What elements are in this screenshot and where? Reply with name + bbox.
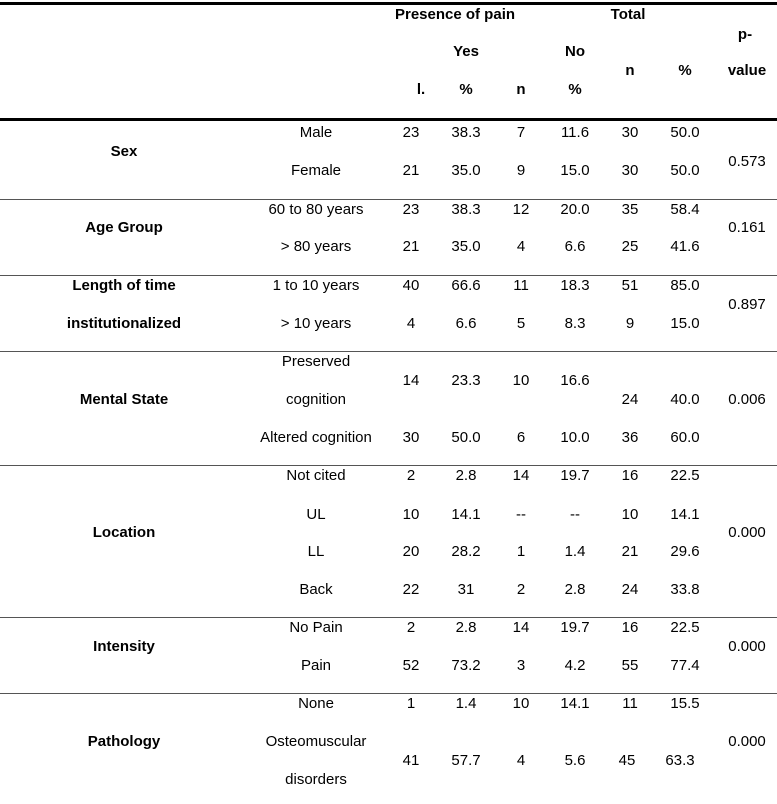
p-value: 0.897: [728, 296, 766, 313]
yes-n-cell: 10: [402, 506, 420, 523]
no-n-cell: 14: [512, 467, 530, 484]
p-value: 0.000: [728, 733, 766, 750]
yes-n-cell: 2: [406, 467, 416, 484]
category-label: Female: [290, 162, 342, 179]
total-n-cell: 36: [621, 429, 639, 446]
yes-n-cell: 41: [402, 752, 420, 769]
group-label: Pathology: [87, 733, 161, 750]
yes-pct-cell: 1.4: [455, 695, 477, 712]
total-header: Total: [610, 6, 646, 23]
yes-n-cell: 14: [402, 372, 420, 389]
category-label: None: [298, 695, 334, 712]
total-n-cell: 35: [621, 201, 639, 218]
total-pct-cell: 14.1: [670, 506, 700, 523]
yes-n-header: l.: [416, 81, 426, 98]
no-pct-cell: 1.4: [564, 543, 586, 560]
presence-of-pain-header: Presence of pain: [394, 6, 516, 23]
header-bottom-rule: [0, 118, 777, 121]
p-value: 0.573: [728, 153, 766, 170]
no-pct-cell: 2.8: [564, 581, 586, 598]
divider-location-intensity: [0, 617, 777, 618]
total-pct-cell: 60.0: [670, 429, 700, 446]
total-pct-cell: 50.0: [670, 162, 700, 179]
no-pct-cell: 19.7: [560, 619, 590, 636]
total-pct-cell: 15.5: [670, 695, 700, 712]
yes-pct-cell: 14.1: [451, 506, 481, 523]
no-n-cell: 7: [516, 124, 526, 141]
group-label: Mental State: [79, 391, 169, 408]
group-label: Age Group: [85, 219, 163, 236]
yes-pct-cell: 31: [457, 581, 475, 598]
no-pct-cell: 10.0: [560, 429, 590, 446]
top-rule: [0, 2, 777, 5]
group-label: Sex: [110, 143, 138, 160]
yes-n-cell: 23: [402, 124, 420, 141]
category-label-line2: disorders: [285, 771, 347, 788]
no-n-cell: 11: [513, 277, 529, 294]
no-n-cell: 10: [512, 695, 530, 712]
no-n-cell: 9: [516, 162, 526, 179]
divider-intensity-pathology: [0, 693, 777, 694]
no-pct-cell: 19.7: [560, 467, 590, 484]
yes-pct-cell: 73.2: [451, 657, 481, 674]
yes-pct-cell: 2.8: [455, 619, 477, 636]
total-n-cell: 45: [618, 752, 636, 769]
yes-pct-cell: 66.6: [451, 277, 481, 294]
group-label: Location: [92, 524, 156, 541]
yes-n-cell: 20: [402, 543, 420, 560]
yes-pct-cell: 23.3: [451, 372, 481, 389]
divider-mental-location: [0, 465, 777, 466]
yes-n-cell: 40: [402, 277, 420, 294]
yes-pct-cell: 35.0: [451, 238, 481, 255]
yes-n-cell: 23: [402, 201, 420, 218]
yes-pct-cell: 6.6: [455, 315, 477, 332]
no-n-cell: 5: [516, 315, 526, 332]
no-pct-cell: 18.3: [560, 277, 590, 294]
yes-n-cell: 1: [406, 695, 416, 712]
total-n-cell: 16: [621, 619, 639, 636]
total-n-cell: 21: [621, 543, 639, 560]
total-pct-cell: 85.0: [670, 277, 700, 294]
category-label: Back: [299, 581, 333, 598]
yes-n-cell: 4: [406, 315, 416, 332]
total-n-cell: 16: [621, 467, 639, 484]
group-label-line1: Length of time: [72, 277, 176, 294]
p-value: 0.161: [728, 219, 766, 236]
yes-pct-cell: 38.3: [451, 201, 481, 218]
yes-pct-cell: 57.7: [451, 752, 481, 769]
total-pct-cell: 41.6: [670, 238, 700, 255]
p-value: 0.000: [728, 638, 766, 655]
total-n-cell: 11: [622, 695, 638, 712]
no-n-cell: 4: [516, 238, 526, 255]
no-n-cell: 12: [512, 201, 530, 218]
no-n-cell: 10: [512, 372, 530, 389]
no-n-header: n: [516, 81, 526, 98]
category-label-line1: Osteomuscular: [265, 733, 367, 750]
total-pct-cell: 63.3: [665, 752, 695, 769]
yes-n-cell: 21: [402, 162, 420, 179]
divider-length-mental: [0, 351, 777, 352]
yes-pct-cell: 35.0: [451, 162, 481, 179]
total-n-cell: 55: [621, 657, 639, 674]
p-value-header-line2: value: [727, 62, 767, 79]
total-n-cell: 24: [621, 391, 639, 408]
no-header: No: [565, 43, 585, 60]
yes-n-cell: 22: [402, 581, 420, 598]
no-pct-cell: 14.1: [560, 695, 590, 712]
p-value: 0.006: [728, 391, 766, 408]
yes-n-cell: 21: [402, 238, 420, 255]
total-pct-cell: 15.0: [670, 315, 700, 332]
no-n-cell: 4: [516, 752, 526, 769]
yes-pct-cell: 28.2: [451, 543, 481, 560]
total-pct-cell: 29.6: [670, 543, 700, 560]
category-label: Male: [299, 124, 333, 141]
yes-pct-header: %: [459, 81, 473, 98]
category-label: UL: [306, 506, 326, 523]
p-value-header-line1: p-: [737, 26, 753, 43]
category-label-line2: cognition: [285, 391, 347, 408]
total-n-cell: 24: [621, 581, 639, 598]
category-label: 1 to 10 years: [272, 277, 360, 294]
total-n-cell: 30: [621, 124, 639, 141]
total-n-cell: 9: [625, 315, 635, 332]
total-pct-cell: 58.4: [670, 201, 700, 218]
divider-age-length: [0, 275, 777, 276]
total-pct-header: %: [678, 62, 692, 79]
no-pct-cell: 11.6: [560, 124, 590, 141]
total-pct-cell: 33.8: [670, 581, 700, 598]
category-label: Not cited: [286, 467, 346, 484]
no-n-cell: 1: [516, 543, 526, 560]
total-pct-cell: 40.0: [670, 391, 700, 408]
category-label: > 80 years: [280, 238, 352, 255]
yes-n-cell: 2: [406, 619, 416, 636]
total-n-cell: 30: [621, 162, 639, 179]
no-n-cell: --: [516, 506, 526, 523]
total-n-cell: 51: [621, 277, 639, 294]
yes-header: Yes: [453, 43, 479, 60]
category-label: No Pain: [289, 619, 343, 636]
no-n-cell: 3: [516, 657, 526, 674]
category-label: Altered cognition: [260, 429, 372, 446]
no-pct-cell: 6.6: [564, 238, 586, 255]
yes-pct-cell: 50.0: [451, 429, 481, 446]
yes-n-cell: 52: [402, 657, 420, 674]
total-pct-cell: 22.5: [670, 619, 700, 636]
no-pct-cell: 20.0: [560, 201, 590, 218]
yes-pct-cell: 38.3: [451, 124, 481, 141]
divider-sex-age: [0, 199, 777, 200]
no-pct-cell: --: [570, 506, 580, 523]
no-pct-cell: 5.6: [564, 752, 586, 769]
total-pct-cell: 50.0: [670, 124, 700, 141]
no-pct-cell: 8.3: [564, 315, 586, 332]
no-pct-cell: 16.6: [560, 372, 590, 389]
category-label: > 10 years: [280, 315, 352, 332]
yes-n-cell: 30: [402, 429, 420, 446]
no-n-cell: 2: [516, 581, 526, 598]
no-pct-cell: 4.2: [564, 657, 586, 674]
total-pct-cell: 77.4: [670, 657, 700, 674]
category-label: LL: [307, 543, 325, 560]
p-value: 0.000: [728, 524, 766, 541]
total-pct-cell: 22.5: [670, 467, 700, 484]
total-n-cell: 10: [621, 506, 639, 523]
group-label-line2: institutionalized: [66, 315, 182, 332]
no-pct-header: %: [568, 81, 582, 98]
total-n-cell: 25: [621, 238, 639, 255]
total-n-header: n: [625, 62, 635, 79]
no-n-cell: 14: [512, 619, 530, 636]
group-label: Intensity: [93, 638, 155, 655]
no-n-cell: 6: [516, 429, 526, 446]
no-pct-cell: 15.0: [560, 162, 590, 179]
category-label: 60 to 80 years: [268, 201, 364, 218]
yes-pct-cell: 2.8: [455, 467, 477, 484]
category-label-line1: Preserved: [281, 353, 351, 370]
category-label: Pain: [300, 657, 332, 674]
